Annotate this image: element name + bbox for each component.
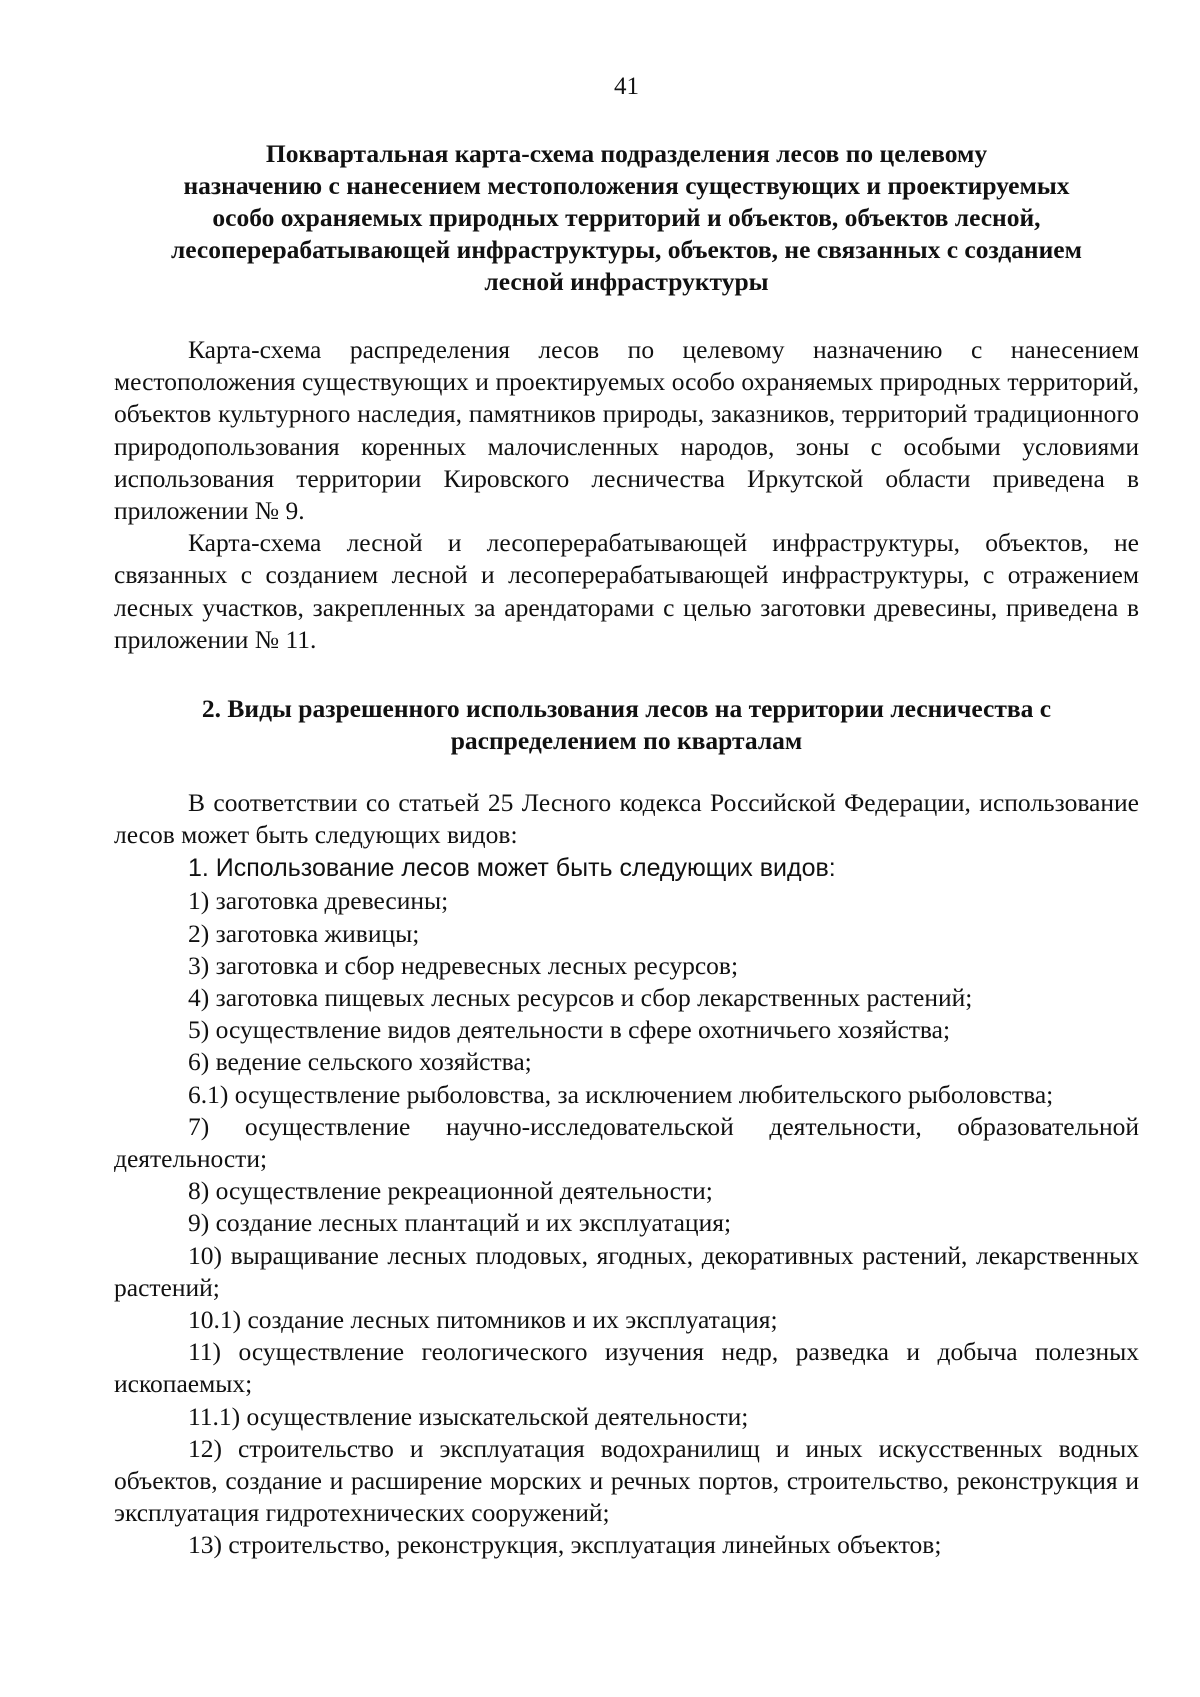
list-item: 11) осуществление геологического изучения недр, разведка и добыча полезных ископаемых;	[114, 1337, 1139, 1399]
list-item: 5) осуществление видов деятельности в сфере охотничьего хозяйства;	[188, 1015, 951, 1045]
title-line: Поквартальная карта-схема подразделения лесов по целевому	[265, 139, 988, 168]
list-item: 4) заготовка пищевых лесных ресурсов и сбор лекарственных растений;	[188, 983, 973, 1013]
list-item: 8) осуществление рекреационной деятельности;	[188, 1176, 713, 1206]
title-line: назначению с нанесением местоположения существующих и проектируемых	[183, 171, 1070, 200]
list-item: 1) заготовка древесины;	[188, 886, 449, 916]
page-number: 41	[614, 73, 639, 100]
list-item: 2) заготовка живицы;	[188, 918, 420, 948]
title-line: особо охраняемых природных территорий и объектов, объектов лесной,	[212, 203, 1041, 232]
document-title	[114, 138, 1139, 298]
list-item: 9) создание лесных плантаций и их эксплуатация;	[188, 1208, 732, 1238]
section-heading-line: 2. Виды разрешенного использования лесов на территории лесничества с	[201, 694, 1052, 723]
title-line: лесоперерабатывающей инфраструктуры, объектов, не связанных с созданием	[170, 235, 1082, 264]
list-item: 11.1) осуществление изыскательской деятельности;	[188, 1401, 749, 1431]
list-item: 6.1) осуществление рыболовства, за исключением любительского рыболовства;	[188, 1079, 1054, 1109]
list-intro-paragraph: В соответствии со статьей 25 Лесного кодекса Российской Федерации, использование лесов может быть следующих видов:	[114, 788, 1139, 850]
title-line: лесной инфраструктуры	[484, 267, 769, 296]
list-item: 12) строительство и эксплуатация водохранилищ и иных искусственных водных объектов, создание и расширение морских и речных портов, строительство, реконструкция и эксплуатация гидротехнических сооружений;	[114, 1433, 1139, 1528]
list-item: 6) ведение сельского хозяйства;	[188, 1047, 532, 1077]
list-item: 7) осуществление научно-исследовательской деятельности, образовательной деятельности;	[114, 1111, 1139, 1174]
list-heading: 1. Использование лесов может быть следующих видов:	[188, 854, 836, 883]
usage-types-section	[114, 787, 1139, 1562]
list-item: 10) выращивание лесных плодовых, ягодных, декоративных растений, лекарственных растений;	[114, 1240, 1139, 1302]
section-heading-line: распределением по кварталам	[450, 726, 803, 755]
list-item: 3) заготовка и сбор недревесных лесных ресурсов;	[188, 950, 739, 980]
intro-section	[114, 334, 1139, 656]
intro-paragraph: Карта-схема распределения лесов по целевому назначению с нанесением местоположения существующих и проектируемых особо охраняемых природных территорий, объектов культурного наследия, памятников природы, заказников, территорий традиционного природопользования коренных малочисленных народов, зоны с особыми условиями использования территории Кировского лесничества Иркутской области приведена в приложении № 9.	[114, 335, 1139, 526]
section-heading	[114, 693, 1139, 757]
list-item: 13) строительство, реконструкция, эксплуатация линейных объектов;	[188, 1530, 942, 1560]
list-item: 10.1) создание лесных питомников и их эксплуатация;	[188, 1305, 778, 1335]
intro-paragraph: Карта-схема лесной и лесоперерабатывающей инфраструктуры, объектов, не связанных с созданием лесной и лесоперерабатывающей инфраструктуры, с отражением лесных участков, закрепленных за арендаторами с целью заготовки древесины, приведена в приложении № 11.	[114, 528, 1139, 654]
